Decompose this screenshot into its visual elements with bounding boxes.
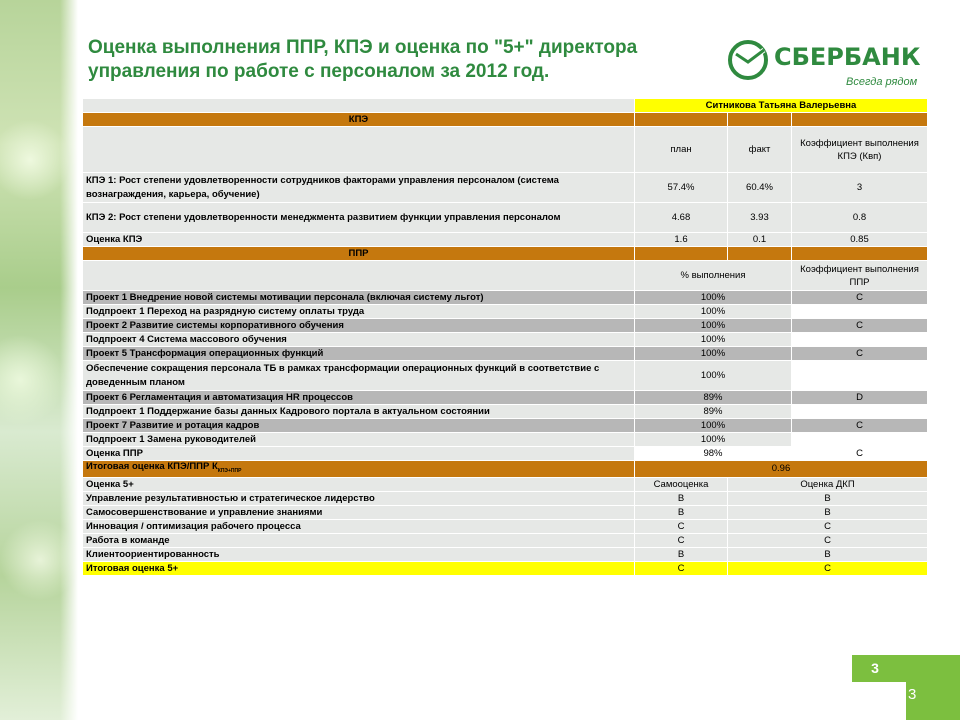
five-plus-col-dkp: Оценка ДКП [728,477,928,491]
five-plus-final-dkp: C [728,561,928,575]
ppr-row-coef [792,405,928,419]
ppr-row-coef [792,305,928,319]
evaluation-table [82,98,928,576]
ppr-col-pct: % выполнения [635,261,792,291]
ppr-row-pct: 100% [635,419,792,433]
kpe-row-fact: 60.4% [728,173,792,203]
kpe-col-fact: факт [728,127,792,173]
ppr-row-pct: 100% [635,305,792,319]
kpe-ppr-total-value: 0.96 [635,461,928,478]
ppr-total-coef: C [792,447,928,461]
five-plus-row-dkp: C [728,519,928,533]
five-plus-final-self: C [635,561,728,575]
logo-slogan: Всегда рядом [846,76,918,88]
ppr-row-label: Проект 2 Развитие системы корпоративного обучения [83,319,635,333]
five-plus-row-dkp: B [728,505,928,519]
five-plus-row-dkp: C [728,533,928,547]
kpe-col-coef: Коэффициент выполнения КПЭ (Квп) [792,127,928,173]
ppr-col-coef: Коэффициент выполнения ППР [792,261,928,291]
kpe-row-label: КПЭ 2: Рост степени удовлетворенности менеджмента развитием функции управления персоналом [83,203,635,233]
kpe-ppr-total-label [83,461,635,478]
kpe-row-label: КПЭ 1: Рост степени удовлетворенности сотрудников факторами управления персоналом (система вознаграждения, карьера, обучение) [83,173,635,203]
kpe-row-coef: 0.8 [792,203,928,233]
total-label-sub: КПЭ+ППР [217,467,242,474]
ppr-row-coef: C [792,319,928,333]
page-number-tab-label: 3 [908,686,917,703]
ppr-row-coef [792,433,928,447]
kpe-row-plan: 4.68 [635,203,728,233]
employee-name: Ситникова Татьяна Валерьевна [635,99,928,113]
ppr-row-label: Проект 1 Внедрение новой системы мотивации персонала (включая систему льгот) [83,291,635,305]
ppr-row-pct: 100% [635,347,792,361]
kpe-total-plan: 1.6 [635,233,728,247]
kpe-total-fact: 0.1 [728,233,792,247]
ppr-row-label: Проект 7 Развитие и ротация кадров [83,419,635,433]
ppr-total-pct: 98% [635,447,792,461]
ppr-row-coef [792,361,928,391]
five-plus-row-self: B [635,547,728,561]
ppr-row-coef: C [792,291,928,305]
ppr-row-pct: 100% [635,433,792,447]
five-plus-row-label: Самосовершенствование и управление знаниями [83,505,635,519]
ppr-row-label: Обеспечение сокращения персонала ТБ в рамках трансформации операционных функций в соответствие с доведенным планом [83,361,635,391]
five-plus-row-dkp: B [728,491,928,505]
ppr-row-coef: C [792,347,928,361]
page-number-badge: 3 [852,655,898,682]
ppr-row-label: Проект 5 Трансформация операционных функций [83,347,635,361]
kpe-row-fact: 3.93 [728,203,792,233]
ppr-row-coef: D [792,391,928,405]
ppr-row-pct: 89% [635,405,792,419]
kpe-row-coef: 3 [792,173,928,203]
kpe-row-plan: 57.4% [635,173,728,203]
spacer-cell [83,99,635,113]
page-title: Оценка выполнения ППР, КПЭ и оценка по "5+" директора управления по работе с персоналом за 2012 год. [88,37,638,82]
five-plus-row-self: B [635,505,728,519]
ppr-row-pct: 100% [635,333,792,347]
ppr-row-pct: 89% [635,391,792,405]
five-plus-col-self: Самооценка [635,477,728,491]
kpe-total-label: Оценка КПЭ [83,233,635,247]
five-plus-final-label: Итоговая оценка 5+ [83,561,635,575]
ppr-row-label: Подпроект 4 Система массового обучения [83,333,635,347]
ppr-row-label: Подпроект 1 Переход на разрядную систему оплаты труда [83,305,635,319]
leaf-background [0,0,78,720]
ppr-row-label: Проект 6 Регламентация и автоматизация HR процессов [83,391,635,405]
ppr-row-label: Подпроект 1 Поддержание базы данных Кадрового портала в актуальном состоянии [83,405,635,419]
five-plus-row-label: Работа в команде [83,533,635,547]
five-plus-row-label: Клиентоориентированность [83,547,635,561]
logo-text: СБЕРБАНК [774,43,921,71]
kpe-header: КПЭ [83,113,635,127]
ppr-header: ППР [83,247,635,261]
kpe-col-plan: план [635,127,728,173]
sberbank-logo [728,40,928,92]
ppr-row-pct: 100% [635,361,792,391]
five-plus-row-self: B [635,491,728,505]
kpe-total-coef: 0.85 [792,233,928,247]
sberbank-logo-icon [728,40,768,80]
page-number-tab [906,682,960,720]
total-label-main: Итоговая оценка КПЭ/ППР К [86,461,218,472]
ppr-row-label: Подпроект 1 Замена руководителей [83,433,635,447]
ppr-total-label: Оценка ППР [83,447,635,461]
five-plus-row-label: Управление результативностью и стратегическое лидерство [83,491,635,505]
five-plus-header: Оценка 5+ [83,477,635,491]
ppr-row-coef: C [792,419,928,433]
five-plus-row-self: C [635,533,728,547]
five-plus-row-label: Инновация / оптимизация рабочего процесса [83,519,635,533]
ppr-row-pct: 100% [635,319,792,333]
ppr-row-pct: 100% [635,291,792,305]
five-plus-row-self: C [635,519,728,533]
page-number-bar [898,655,960,682]
ppr-row-coef [792,333,928,347]
five-plus-row-dkp: B [728,547,928,561]
